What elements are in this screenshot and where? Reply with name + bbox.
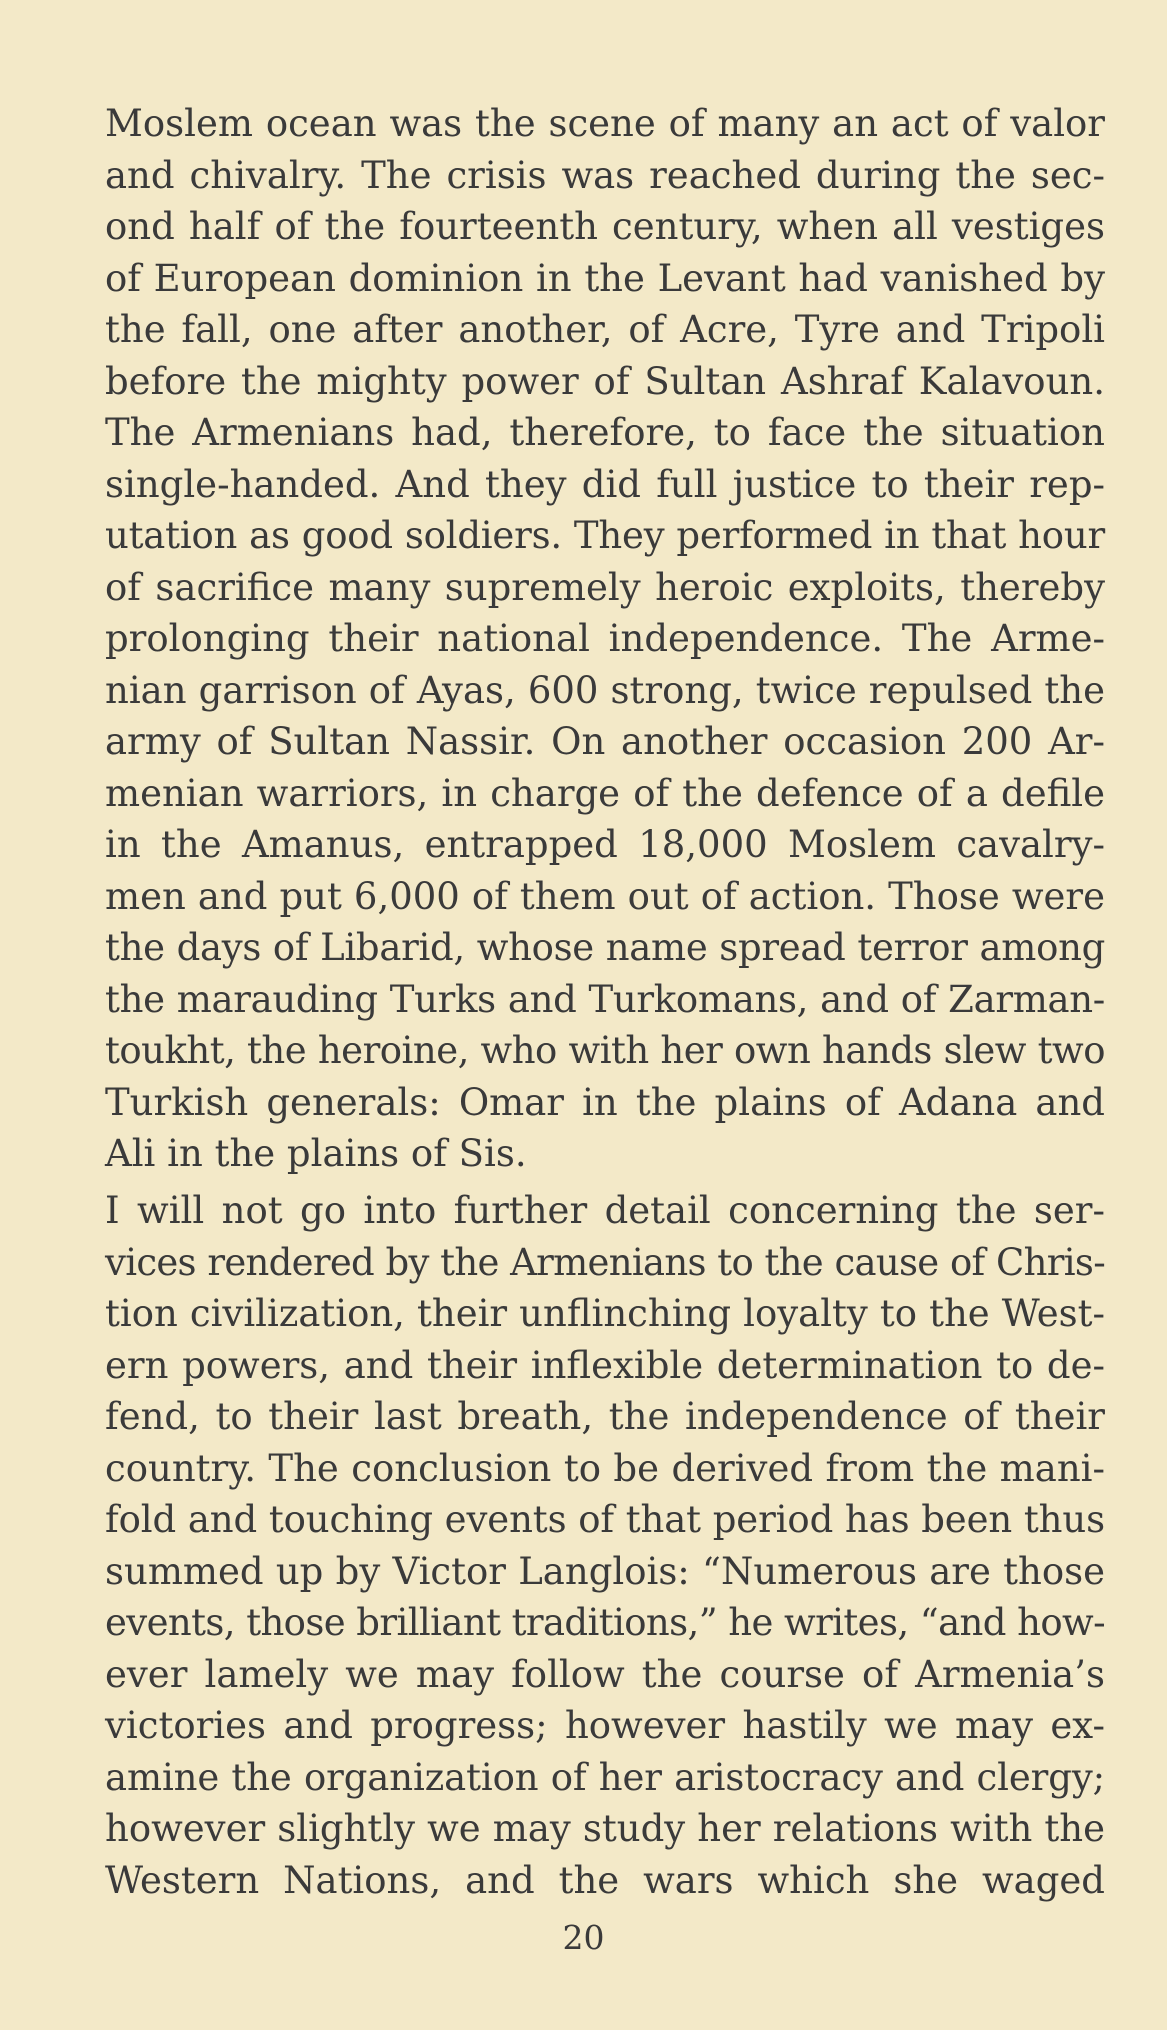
text-line: events, those brilliant traditions,” he writes, “and how- (105, 1601, 1105, 1644)
text-line: however slightly we may study her relations with the (105, 1807, 1105, 1850)
text-line: the days of Libarid, whose name spread terror among (105, 926, 1105, 969)
text-line: The Armenians had, therefore, to face the situation (105, 411, 1105, 454)
text-line: victories and progress; however hastily we may ex- (105, 1704, 1105, 1747)
text-line: country. The conclusion to be derived from the mani- (105, 1446, 1105, 1490)
text-line: prolonging their national independence. The Arme- (105, 617, 1105, 660)
text-line: utation as good soldiers. They performed in that hour (105, 514, 1105, 557)
page-number: 20 (562, 1918, 605, 1957)
text-line: nian garrison of Ayas, 600 strong, twice repulsed the (105, 668, 1105, 712)
text-line: of sacrifice many supremely heroic exploits, thereby (105, 565, 1105, 609)
paragraph-1 (105, 98, 1105, 1180)
text-line: Ali in the plains of Sis. (105, 1132, 527, 1175)
text-line: army of Sultan Nassir. On another occasion 200 Ar- (105, 720, 1105, 763)
text-line: in the Amanus, entrapped 18,000 Moslem cavalry- (105, 823, 1105, 866)
text-line: before the mighty power of Sultan Ashraf Kalavoun. (105, 359, 1105, 403)
text-line: menian warriors, in charge of the defence of a defile (105, 771, 1105, 815)
text-line: Western Nations, and the wars which she waged (105, 1858, 1105, 1902)
text-line: I will not go into further detail concerning the ser- (105, 1189, 1105, 1232)
text-line: tion civilization, their unflinching loyalty to the West- (105, 1292, 1105, 1335)
text-line: summed up by Victor Langlois: “Numerous are those (105, 1549, 1105, 1593)
text-line: ern powers, and their inflexible determination to de- (105, 1343, 1105, 1387)
text-line: and chivalry. The crisis was reached during the sec- (105, 153, 1105, 197)
text-line: Turkish generals: Omar in the plains of Adana and (105, 1080, 1105, 1124)
text-line: of European dominion in the Levant had vanished by (105, 256, 1105, 300)
text-line: men and put 6,000 of them out of action. Those were (105, 874, 1105, 918)
text-line: single-handed. And they did full justice to their rep- (105, 462, 1105, 506)
paragraph-2 (105, 1185, 1105, 1906)
text-line: vices rendered by the Armenians to the cause of Chris- (105, 1240, 1105, 1284)
text-line: Moslem ocean was the scene of many an act of valor (105, 102, 1105, 145)
text-line: ever lamely we may follow the course of Armenia’s (105, 1652, 1105, 1696)
text-line: ond half of the fourteenth century, when all vestiges (105, 205, 1105, 248)
text-line: the fall, one after another, of Acre, Tyre and Tripoli (105, 308, 1105, 351)
text-line: the marauding Turks and Turkomans, and of Zarman- (105, 977, 1105, 1021)
text-line: fend, to their last breath, the independence of their (105, 1395, 1105, 1438)
text-line: fold and touching events of that period has been thus (105, 1498, 1105, 1541)
text-line: amine the organization of her aristocracy and clergy; (105, 1755, 1105, 1799)
text-line: toukht, the heroine, who with her own hands slew two (105, 1029, 1105, 1072)
